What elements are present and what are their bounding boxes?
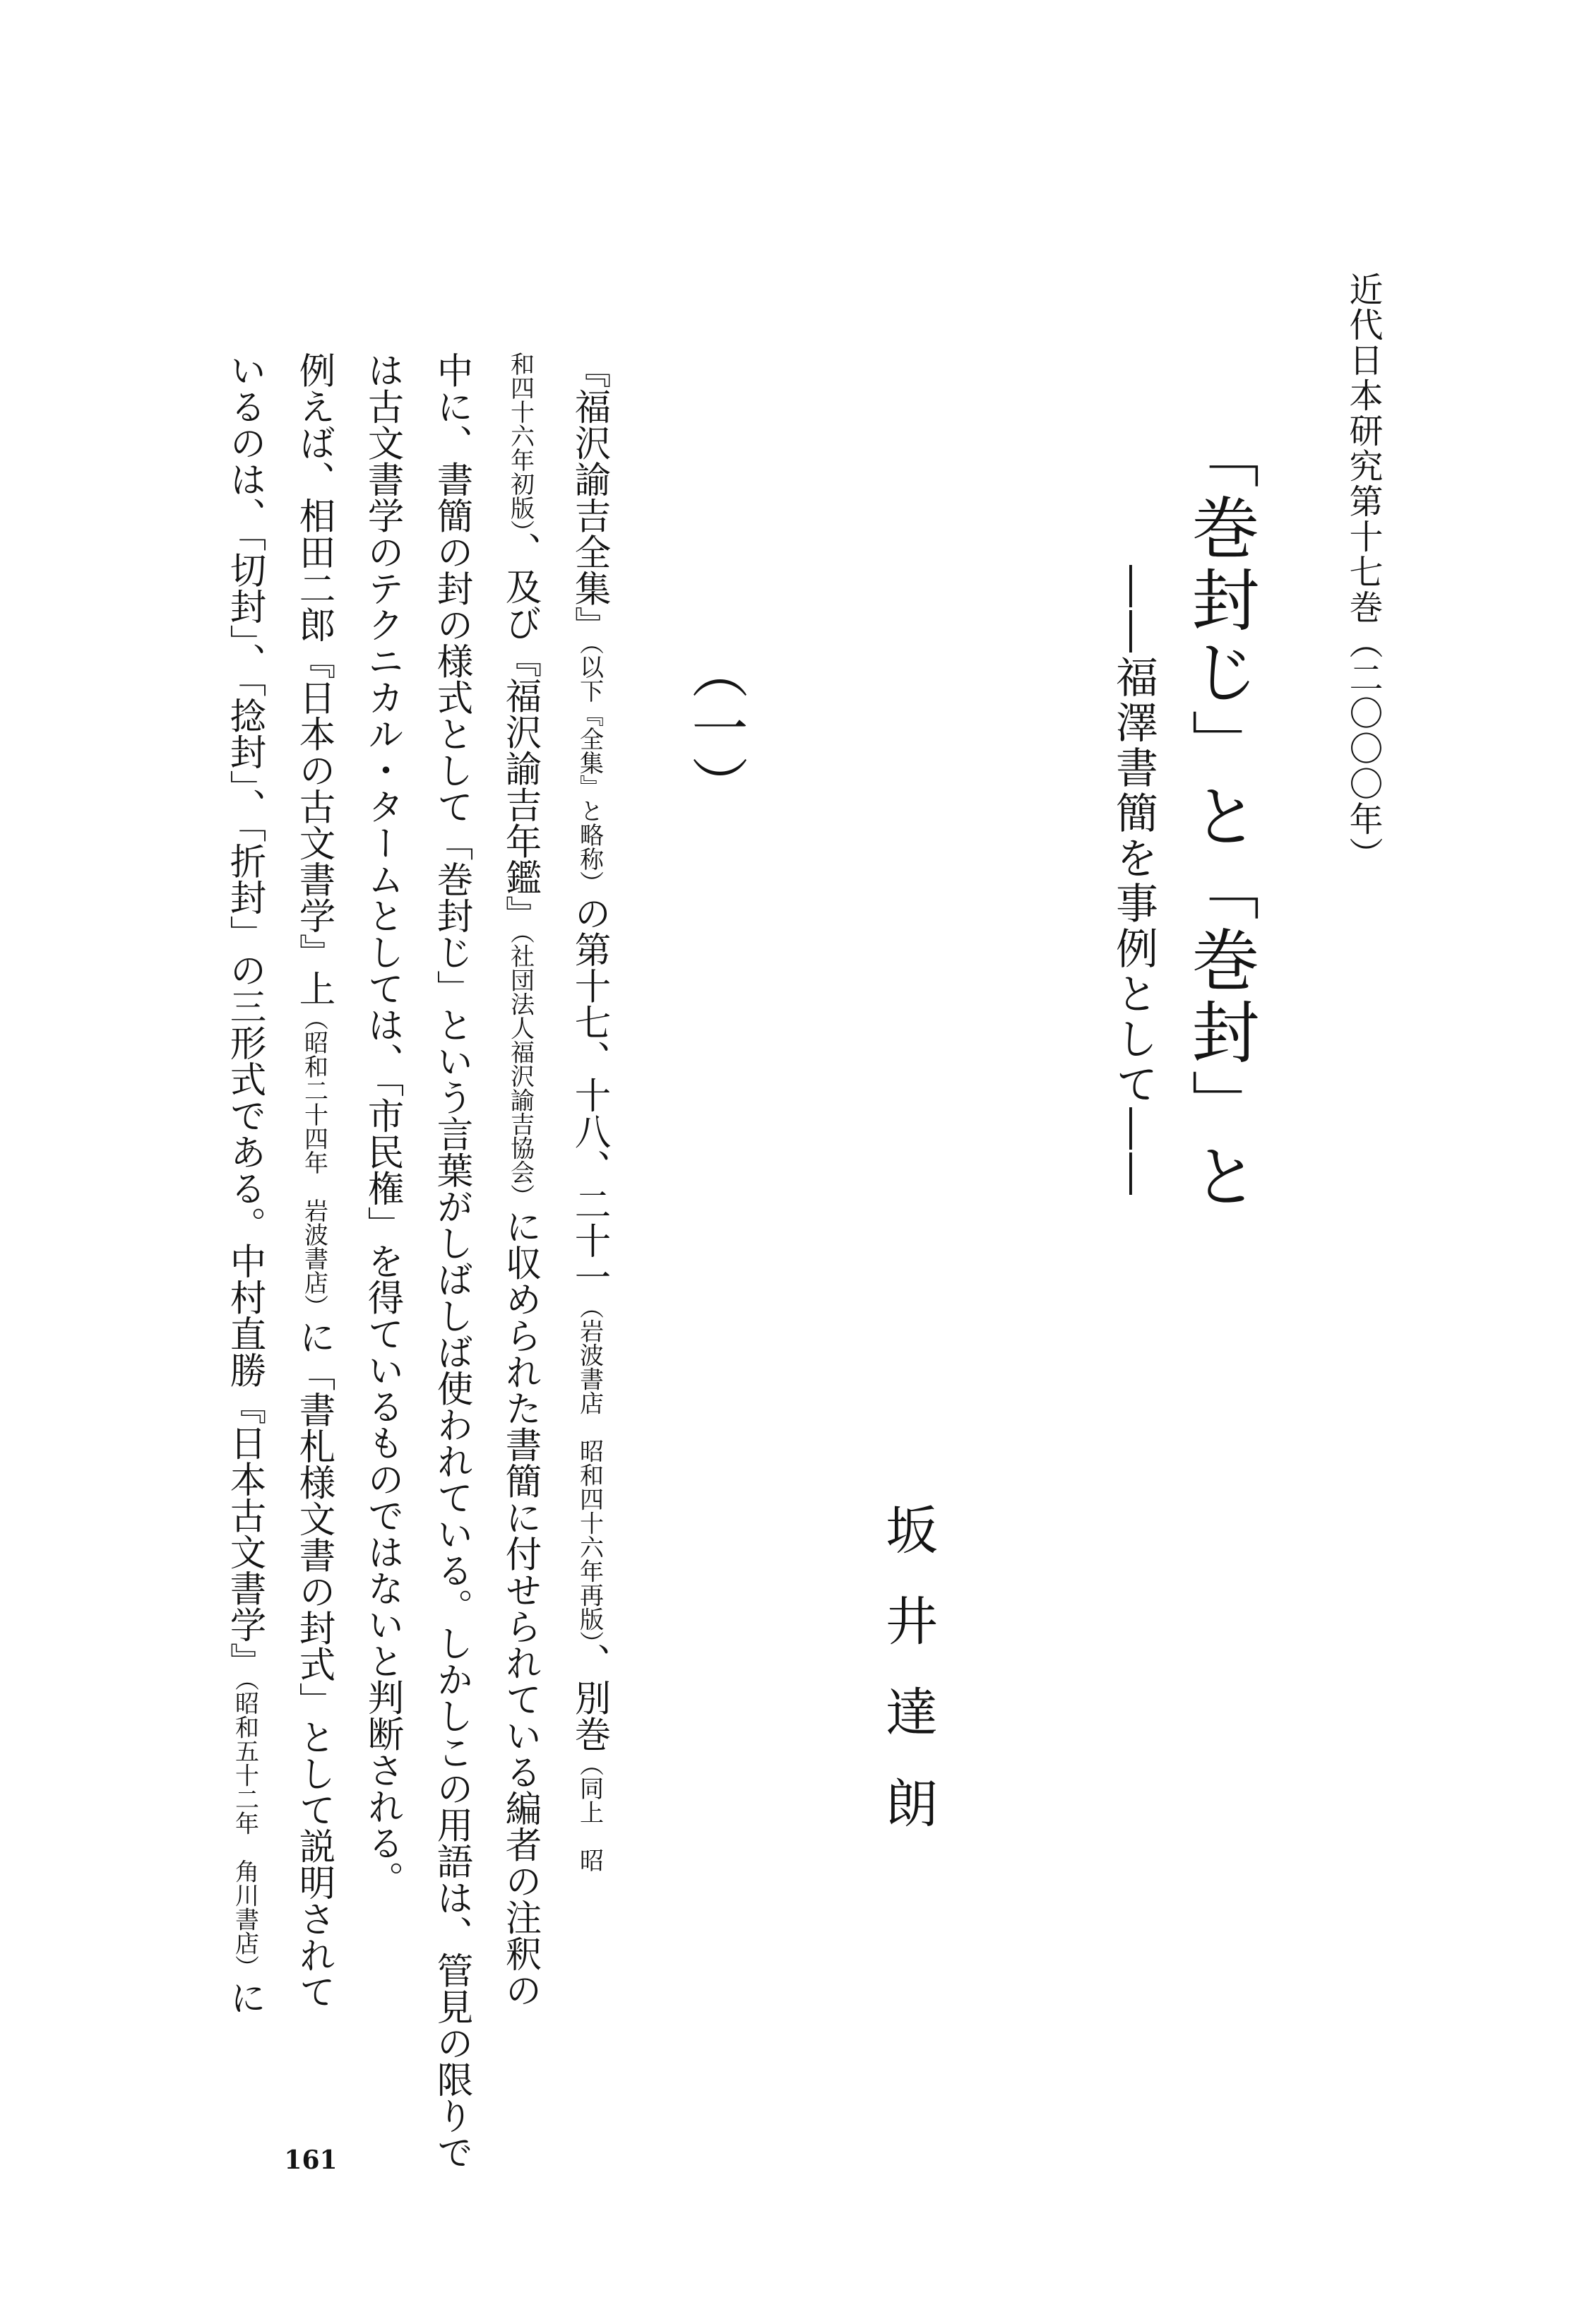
inline-note: （同上 昭 — [575, 1752, 604, 1872]
body-line-1 — [568, 352, 611, 1872]
journal-header: 近代日本研究第十七巻（二〇〇〇年） — [1343, 272, 1383, 872]
body-line-6 — [223, 352, 266, 2016]
body-text: に「書札様文書の封式」として説明されて — [292, 1318, 335, 2010]
inline-note: 和四十六年初版） — [506, 352, 535, 532]
body-line-2 — [499, 352, 542, 2008]
inline-note: （以下『全集』と略称） — [575, 643, 604, 895]
page-number: 161 — [284, 2145, 338, 2175]
author-name: 坂井達朗 — [877, 1503, 938, 1867]
body-text: の第十七、十八、二十一 — [568, 895, 611, 1295]
body-text: 例えば、相田二郎『日本の古文書学』上 — [292, 352, 335, 1006]
article-title: 「巻封じ」と「巻封」と — [1181, 421, 1260, 1213]
body-text: 中に、書簡の封の様式として「巻封じ」という言葉がしばしば使われている。しかしこの用語は、管見の限りで — [430, 352, 473, 2170]
body-text: に — [223, 1979, 266, 2016]
body-line-3 — [430, 352, 473, 2170]
inline-note: （社団法人福沢諭吉協会） — [506, 931, 535, 1208]
inline-note: （昭和五十二年 角川書店） — [230, 1679, 259, 1979]
section-heading: （一） — [682, 643, 748, 812]
body-text: 、及び『福沢諭吉年鑑』 — [499, 532, 542, 932]
inline-note: （岩波書店 昭和四十六年再版） — [575, 1294, 604, 1643]
body-text: 『福沢諭吉全集』 — [568, 352, 611, 643]
article-subtitle: ――福澤書簡を事例として―― — [1109, 565, 1158, 1198]
body-text: は古文書学のテクニカル・タームとしては、「市民権」を得ているものではないと判断される。 — [361, 352, 404, 1897]
body-text: 、別巻 — [568, 1643, 611, 1752]
body-line-5 — [292, 352, 335, 2010]
body-line-4 — [361, 352, 404, 1897]
inline-note: （昭和二十四年 岩波書店） — [299, 1006, 328, 1318]
body-text: に収められた書簡に付せられている編者の注釈の — [499, 1208, 542, 2008]
body-text: いるのは、「切封」、「捻封」、「折封」の三形式である。中村直勝『日本古文書学』 — [223, 352, 266, 1679]
